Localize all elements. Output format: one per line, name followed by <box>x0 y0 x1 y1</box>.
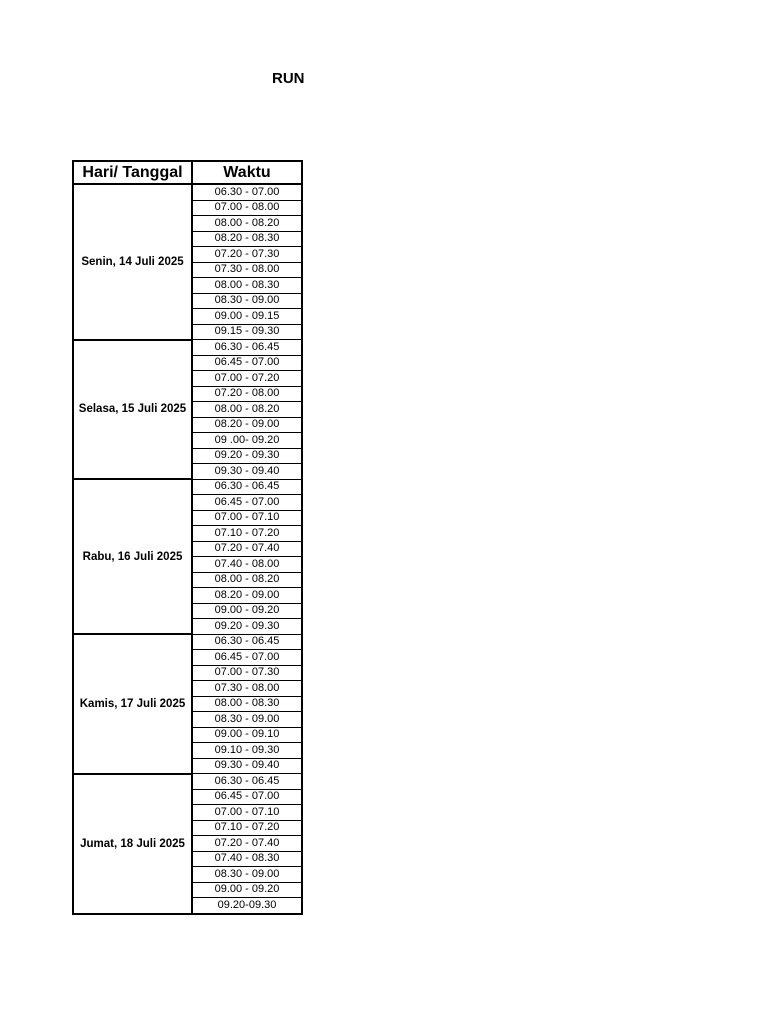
time-cell: 06.30 - 06.45 <box>192 340 302 356</box>
time-cell: 07.20 - 07.30 <box>192 247 302 263</box>
time-cell: 06.45 - 07.00 <box>192 355 302 371</box>
time-cell: 07.10 - 07.20 <box>192 526 302 542</box>
time-cell: 09.00 - 09.20 <box>192 882 302 898</box>
time-cell: 09.00 - 09.20 <box>192 603 302 619</box>
time-cell: 06.45 - 07.00 <box>192 789 302 805</box>
time-cell: 09.20-09.30 <box>192 898 302 914</box>
day-cell: Jumat, 18 Juli 2025 <box>73 774 192 914</box>
time-cell: 09.00 - 09.15 <box>192 309 302 325</box>
time-cell: 07.30 - 08.00 <box>192 681 302 697</box>
time-cell: 07.20 - 07.40 <box>192 541 302 557</box>
table-row <box>73 634 302 650</box>
time-cell: 08.00 - 08.20 <box>192 402 302 418</box>
day-cell: Kamis, 17 Juli 2025 <box>73 634 192 774</box>
time-cell: 07.40 - 08.00 <box>192 557 302 573</box>
time-cell: 09.10 - 09.30 <box>192 743 302 759</box>
table-row <box>73 340 302 356</box>
document-title: RUN <box>272 70 305 87</box>
time-cell: 09.15 - 09.30 <box>192 324 302 340</box>
time-cell: 06.30 - 06.45 <box>192 634 302 650</box>
time-cell: 06.45 - 07.00 <box>192 650 302 666</box>
table-row <box>73 774 302 790</box>
time-cell: 07.10 - 07.20 <box>192 820 302 836</box>
time-cell: 07.00 - 07.10 <box>192 510 302 526</box>
time-cell: 08.20 - 09.00 <box>192 588 302 604</box>
time-cell: 08.30 - 09.00 <box>192 293 302 309</box>
time-cell: 07.00 - 07.30 <box>192 665 302 681</box>
time-cell: 06.45 - 07.00 <box>192 495 302 511</box>
header-time: Waktu <box>192 161 302 184</box>
time-cell: 07.00 - 07.20 <box>192 371 302 387</box>
time-cell: 09 .00- 09.20 <box>192 433 302 449</box>
time-cell: 08.20 - 08.30 <box>192 231 302 247</box>
schedule-table <box>72 160 303 915</box>
time-cell: 06.30 - 06.45 <box>192 479 302 495</box>
time-cell: 08.30 - 09.00 <box>192 867 302 883</box>
day-cell: Selasa, 15 Juli 2025 <box>73 340 192 480</box>
header-day: Hari/ Tanggal <box>73 161 192 184</box>
time-cell: 06.30 - 07.00 <box>192 184 302 200</box>
schedule-body <box>73 184 302 914</box>
time-cell: 08.20 - 09.00 <box>192 417 302 433</box>
time-cell: 09.30 - 09.40 <box>192 464 302 480</box>
time-cell: 08.00 - 08.20 <box>192 216 302 232</box>
time-cell: 07.00 - 08.00 <box>192 200 302 216</box>
time-cell: 08.00 - 08.20 <box>192 572 302 588</box>
header-row <box>73 161 302 184</box>
day-cell: Senin, 14 Juli 2025 <box>73 184 192 340</box>
time-cell: 08.30 - 09.00 <box>192 712 302 728</box>
time-cell: 07.20 - 08.00 <box>192 386 302 402</box>
table-row <box>73 184 302 200</box>
time-cell: 07.00 - 07.10 <box>192 805 302 821</box>
time-cell: 06.30 - 06.45 <box>192 774 302 790</box>
time-cell: 09.20 - 09.30 <box>192 448 302 464</box>
time-cell: 08.00 - 08.30 <box>192 696 302 712</box>
day-cell: Rabu, 16 Juli 2025 <box>73 479 192 634</box>
time-cell: 07.40 - 08.30 <box>192 851 302 867</box>
time-cell: 07.20 - 07.40 <box>192 836 302 852</box>
time-cell: 08.00 - 08.30 <box>192 278 302 294</box>
time-cell: 09.00 - 09.10 <box>192 727 302 743</box>
time-cell: 07.30 - 08.00 <box>192 262 302 278</box>
table-row <box>73 479 302 495</box>
time-cell: 09.30 - 09.40 <box>192 758 302 774</box>
time-cell: 09.20 - 09.30 <box>192 619 302 635</box>
